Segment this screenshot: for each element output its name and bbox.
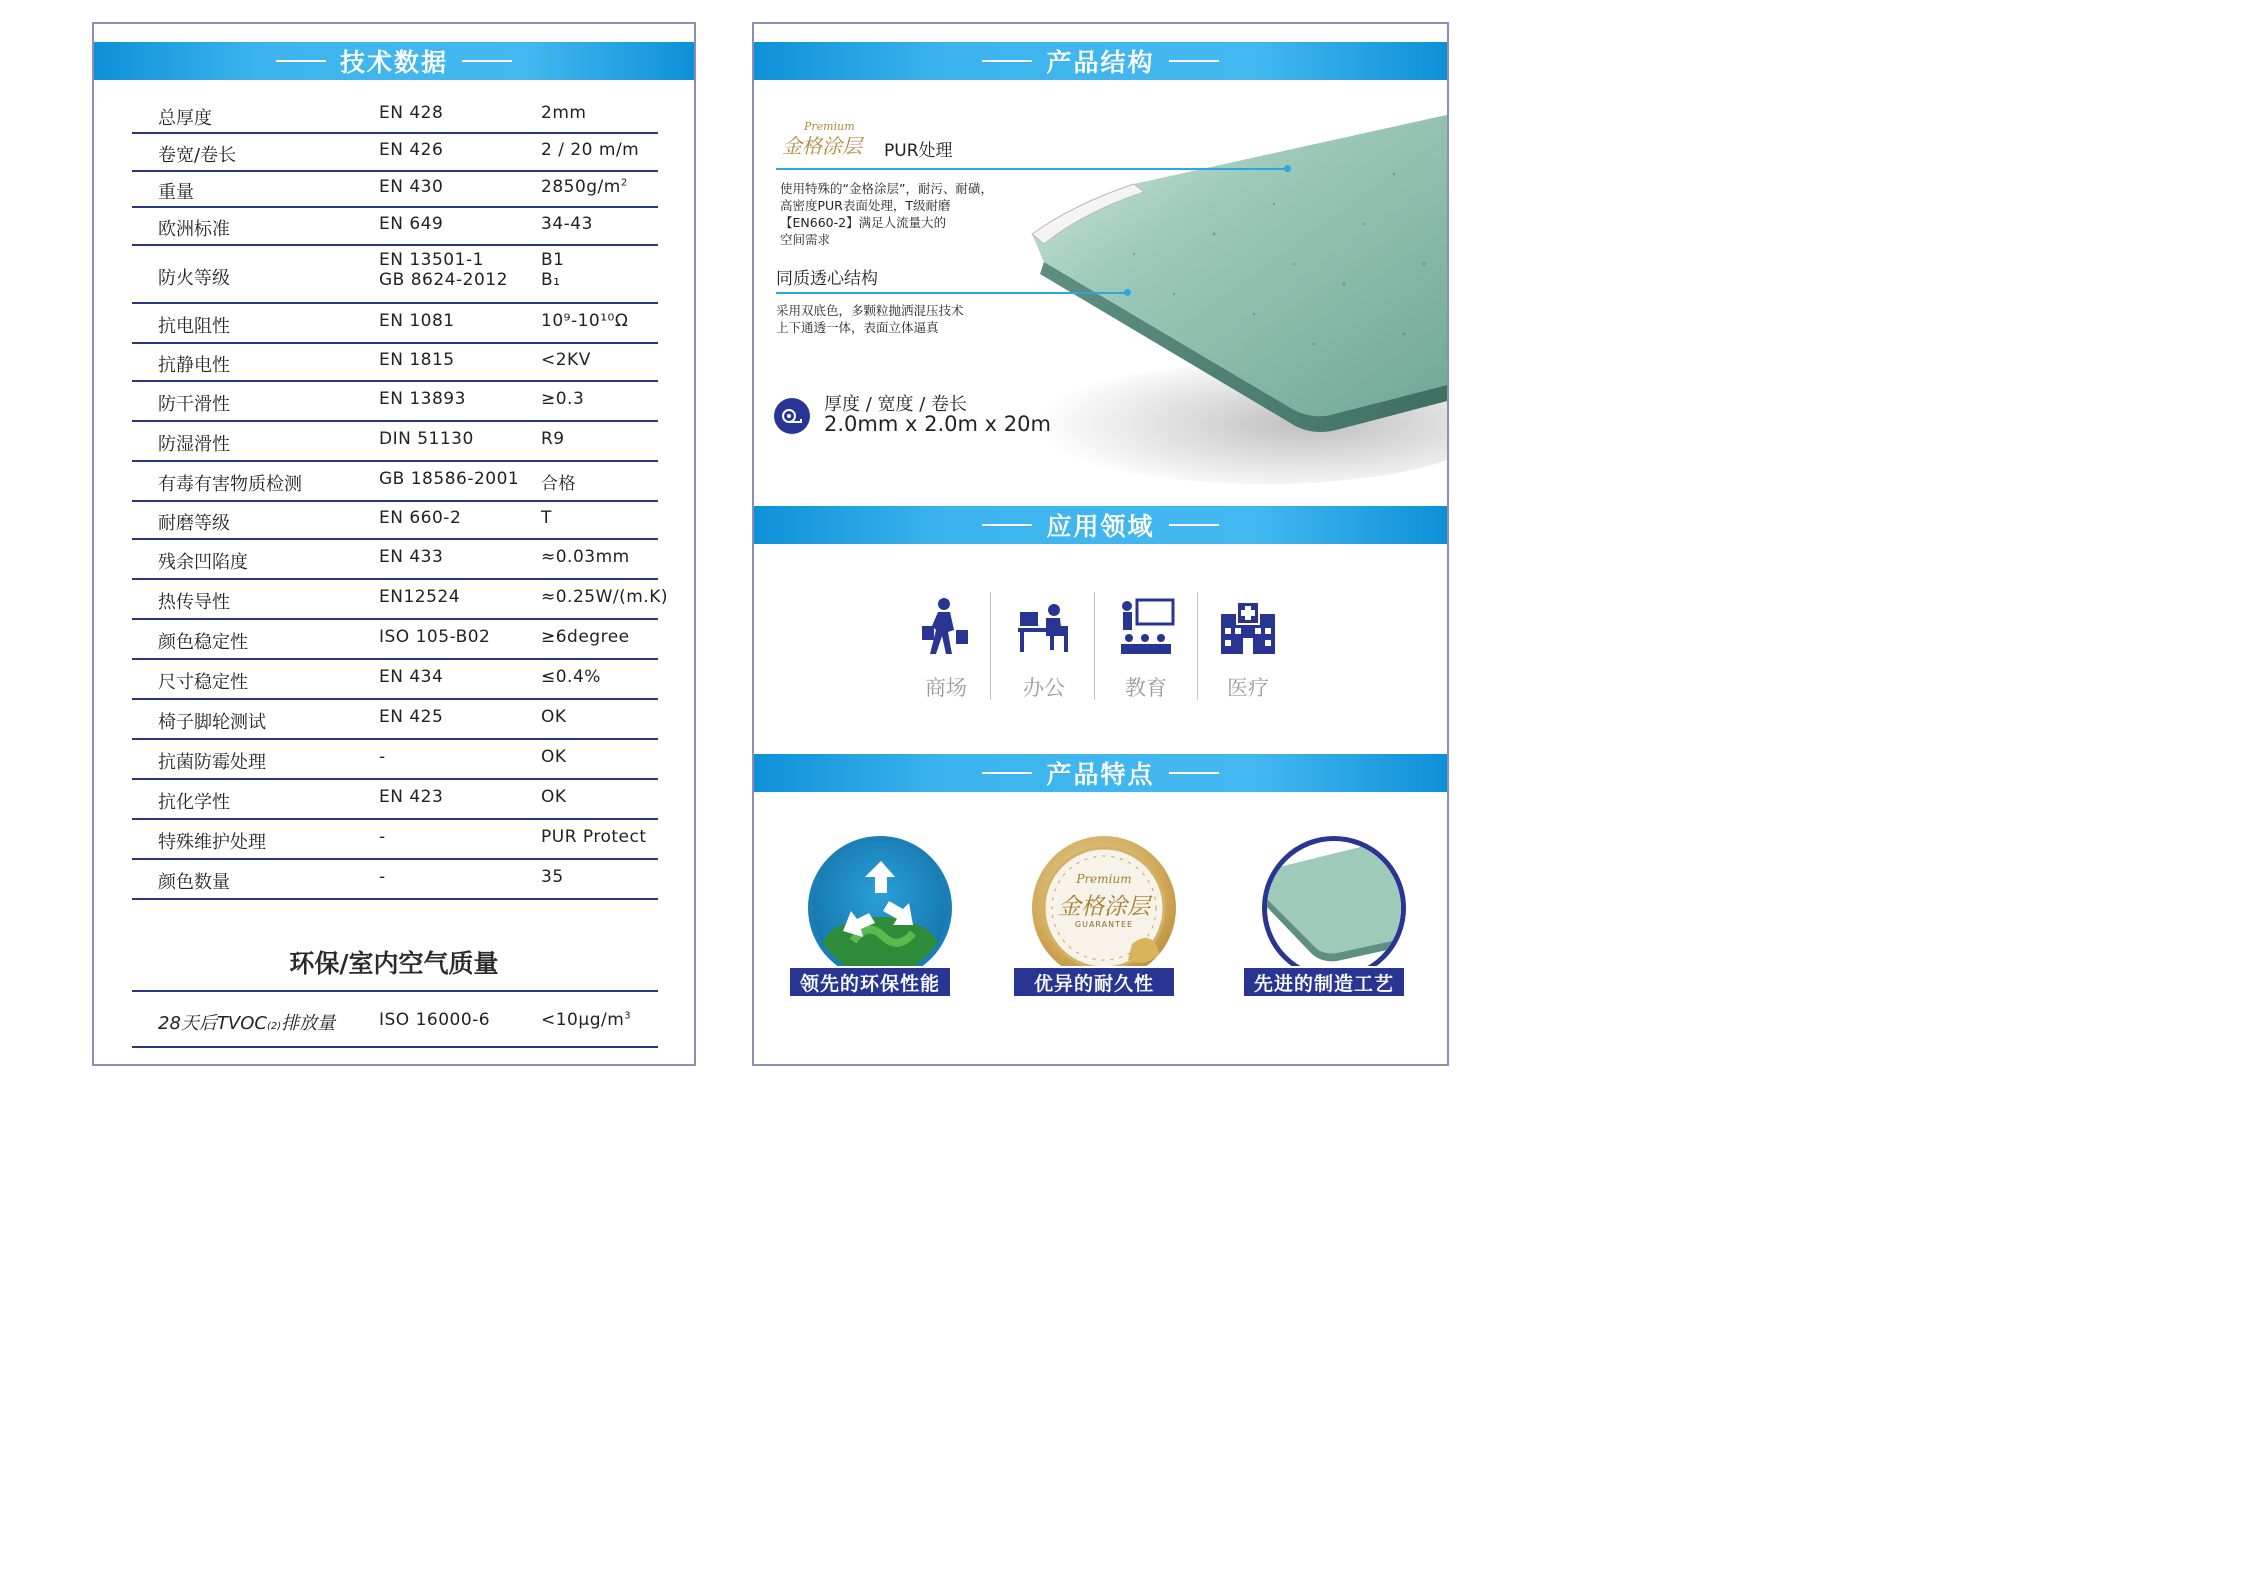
homo-pointer-dot — [1124, 289, 1131, 296]
spec-value: 合格 — [541, 474, 576, 494]
badge-brand: 金格涂层 — [1058, 894, 1150, 920]
spec-standard: EN 426 — [379, 140, 444, 160]
tech-data-header — [94, 42, 694, 80]
spec-name: 颜色稳定性 — [158, 632, 248, 653]
spec-row — [132, 422, 658, 462]
feature-durability — [1012, 836, 1192, 1006]
spec-value: 10⁹-10¹⁰Ω — [541, 311, 629, 331]
shopper-icon — [918, 596, 974, 658]
spec-value: $2850g/m^2$ — [541, 177, 628, 197]
spec-standard: EN 430 — [379, 177, 444, 197]
spec-name: 残余凹陷度 — [158, 552, 248, 573]
spec-name: 卷宽/卷长 — [158, 145, 237, 166]
tvoc-val: $<10\mu g/m^3$ — [541, 1010, 632, 1030]
pur-description: 使用特殊的“金格涂层”，耐污、耐磺， 高密度PUR表面处理，T级耐磨 【EN660-2】满足人流量大的 空间需求 — [780, 181, 993, 247]
spec-name: 防火等级 — [158, 268, 230, 289]
title-dash-right — [462, 60, 512, 62]
spec-value: 34-43 — [541, 214, 593, 234]
spec-standard: EN 423 — [379, 787, 444, 807]
spec-row — [132, 660, 658, 700]
spec-row — [132, 98, 658, 134]
spec-standard: EN 13501-1 GB 8624-2012 — [379, 250, 508, 290]
spec-standard: EN 434 — [379, 667, 444, 687]
app-divider — [990, 592, 991, 700]
application-office-label: 办公 — [1023, 676, 1065, 700]
spec-value: ≥0.3 — [541, 389, 585, 409]
badge-premium: Premium — [1076, 872, 1132, 886]
spec-value: 2mm — [541, 103, 587, 123]
spec-name: 椅子脚轮测试 — [158, 712, 266, 733]
spec-standard: EN 425 — [379, 707, 444, 727]
spec-standard: EN 13893 — [379, 389, 466, 409]
air-quality-title: 环保/室内空气质量 — [289, 949, 499, 978]
application-mall — [898, 596, 994, 702]
spec-standard: - — [379, 827, 386, 847]
spec-value: ≤0.4% — [541, 667, 601, 687]
application-medical-label: 医疗 — [1227, 676, 1269, 700]
spec-name: 耐磨等级 — [158, 513, 230, 534]
spec-standard: EN 649 — [379, 214, 444, 234]
badge-guarantee: GUARANTEE — [1074, 920, 1134, 929]
spec-row — [132, 860, 658, 900]
spec-row — [132, 540, 658, 580]
floor-sample-icon — [1262, 836, 1406, 980]
spec-row — [132, 382, 658, 422]
feature-eco-label: 领先的环保性能 — [788, 966, 952, 998]
spec-name: 重量 — [158, 182, 194, 203]
application-education-label: 教育 — [1125, 676, 1167, 700]
feature-manufacturing-label: 先进的制造工艺 — [1242, 966, 1406, 998]
hospital-icon — [1217, 596, 1279, 658]
brand-name: 金格涂层 — [782, 134, 862, 158]
spec-value: PUR Protect — [541, 827, 647, 847]
office-worker-icon — [1016, 596, 1072, 658]
spec-value: OK — [541, 787, 567, 807]
spec-name: 抗静电性 — [158, 355, 230, 376]
spec-name: 抗化学性 — [158, 792, 230, 813]
application-education — [1098, 596, 1194, 702]
spec-value: 35 — [541, 867, 564, 887]
features-title: 产品特点 — [1046, 760, 1155, 789]
pur-pointer-dot — [1284, 165, 1291, 172]
spec-row — [132, 620, 658, 660]
spec-row — [132, 208, 658, 246]
title-dash-left — [982, 524, 1032, 526]
spec-value: 2 / 20 m/m — [541, 140, 640, 160]
spec-row — [132, 462, 658, 502]
tvoc-row — [132, 990, 658, 1048]
premium-word: Premium — [804, 120, 855, 133]
classroom-icon — [1115, 596, 1177, 658]
pur-label: PUR处理 — [884, 141, 953, 161]
title-dash-left — [276, 60, 326, 62]
spec-row — [132, 172, 658, 208]
title-dash-left — [982, 60, 1032, 62]
app-divider — [1094, 592, 1095, 700]
spec-standard: EN 1815 — [379, 350, 455, 370]
spec-standard: GB 18586-2001 — [379, 469, 520, 489]
spec-row — [132, 700, 658, 740]
spec-value: T — [541, 508, 552, 528]
title-dash-left — [982, 772, 1032, 774]
spec-row — [132, 502, 658, 540]
tvoc-std: ISO 16000-6 — [379, 1010, 491, 1030]
spec-row — [132, 134, 658, 172]
spec-name: 抗电阻性 — [158, 316, 230, 337]
dims-label: 厚度 / 宽度 / 卷长 — [824, 394, 968, 415]
structure-header — [754, 42, 1447, 80]
tech-data-title: 技术数据 — [339, 48, 448, 77]
application-header — [754, 506, 1447, 544]
spec-value: OK — [541, 747, 567, 767]
spec-value: ≈0.25W/(m.K) — [541, 587, 669, 607]
feature-eco — [788, 836, 968, 1006]
homo-pointer-line — [776, 292, 1128, 294]
spec-standard: EN 433 — [379, 547, 444, 567]
spec-row — [132, 740, 658, 780]
application-mall-label: 商场 — [925, 676, 967, 700]
pur-pointer-line — [776, 168, 1286, 170]
spec-row — [132, 580, 669, 620]
roll-icon — [774, 398, 810, 434]
spec-name: 尺寸稳定性 — [158, 672, 248, 693]
title-dash-right — [1169, 524, 1219, 526]
title-dash-right — [1169, 772, 1219, 774]
spec-row — [132, 246, 658, 304]
premium-badge-icon — [1032, 836, 1176, 980]
structure-title: 产品结构 — [1046, 48, 1155, 77]
spec-name: 欧洲标准 — [158, 219, 230, 240]
spec-value: B1 B₁ — [541, 250, 565, 290]
spec-standard: EN12524 — [379, 587, 461, 607]
homogeneous-label: 同质透心结构 — [776, 269, 878, 289]
homogeneous-description: 采用双底色，多颗粒抛洒混压技术 上下通透一体，表面立体逼真 — [776, 303, 964, 335]
spec-value: <2KV — [541, 350, 591, 370]
spec-standard: DIN 51130 — [379, 429, 474, 449]
spec-name: 防干滑性 — [158, 394, 230, 415]
spec-row — [132, 780, 658, 820]
tvoc-name: 28天后TVOC(2)排放量 — [158, 1013, 336, 1034]
spec-name: 总厚度 — [158, 108, 212, 129]
features-header — [754, 754, 1447, 792]
spec-value: ≈0.03mm — [541, 547, 630, 567]
spec-standard: ISO 105-B02 — [379, 627, 491, 647]
app-divider — [1197, 592, 1198, 700]
application-title: 应用领域 — [1046, 512, 1155, 541]
spec-value: ≥6degree — [541, 627, 630, 647]
application-office — [996, 596, 1092, 702]
spec-name: 抗菌防霉处理 — [158, 752, 266, 773]
floor-sample-illustration — [1014, 84, 1449, 504]
spec-name: 热传导性 — [158, 592, 230, 613]
spec-name: 特殊维护处理 — [158, 832, 266, 853]
spec-standard: EN 660-2 — [379, 508, 462, 528]
feature-manufacturing — [1242, 836, 1422, 1006]
spec-standard: - — [379, 867, 386, 887]
spec-standard: EN 1081 — [379, 311, 455, 331]
spec-row — [132, 820, 658, 860]
spec-row — [132, 304, 658, 344]
spec-name: 颜色数量 — [158, 872, 230, 893]
spec-name: 有毒有害物质检测 — [158, 474, 302, 495]
spec-standard: EN 428 — [379, 103, 444, 123]
spec-value: OK — [541, 707, 567, 727]
application-medical — [1200, 596, 1296, 702]
spec-value: R9 — [541, 429, 565, 449]
title-dash-right — [1169, 60, 1219, 62]
tech-data-panel — [92, 22, 696, 1066]
spec-name: 防湿滑性 — [158, 434, 230, 455]
dims-value: 2.0mm x 2.0m x 20m — [824, 412, 1051, 436]
spec-standard: - — [379, 747, 386, 767]
product-panel — [752, 22, 1449, 1066]
feature-durability-label: 优异的耐久性 — [1012, 966, 1176, 998]
spec-row — [132, 344, 658, 382]
recycle-earth-icon — [808, 836, 952, 980]
